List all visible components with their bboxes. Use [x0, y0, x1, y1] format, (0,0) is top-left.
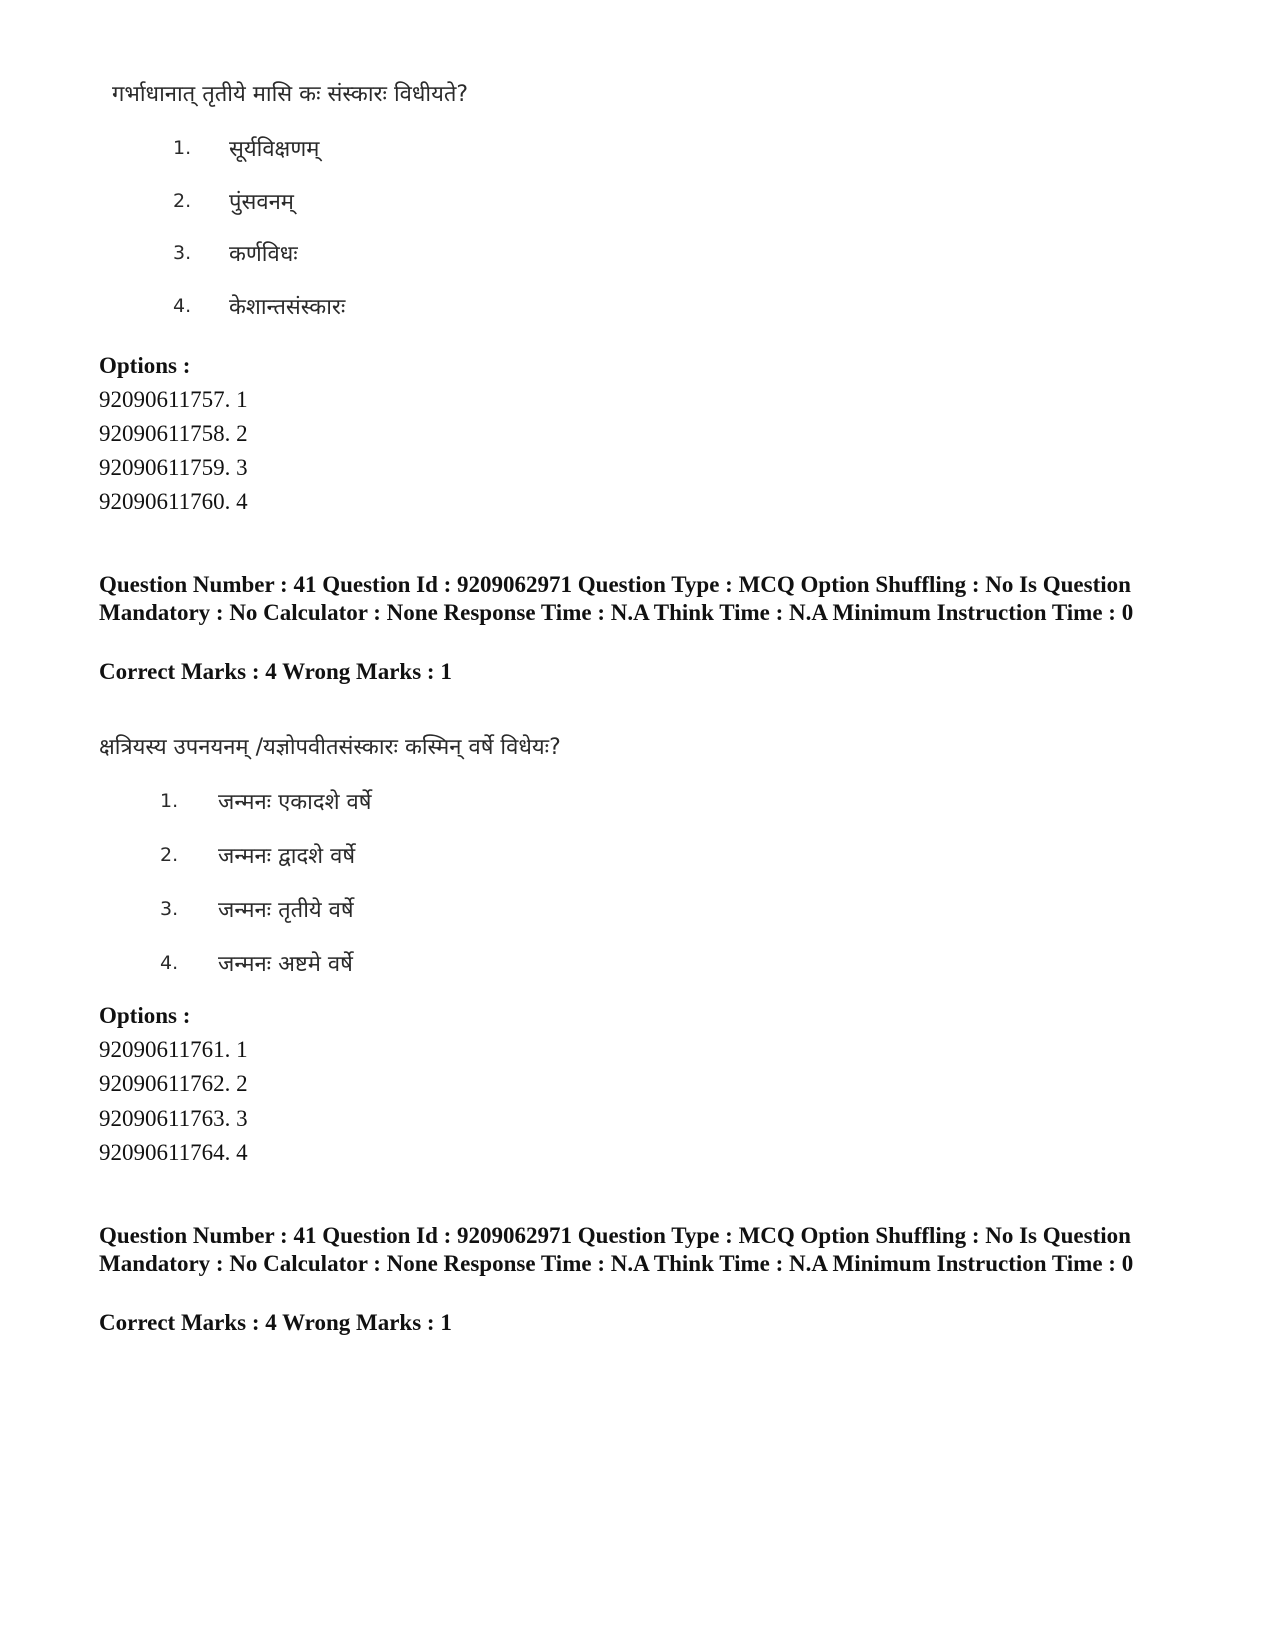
question-meta: Question Number : 41 Question Id : 9209062971 Question Type : MCQ Option Shuffling : No Is Question Mandatory : No Calculator : None Response Time : N.A Think Time : N.A Minimum Instruction Time : 0: [99, 572, 1134, 625]
choice-text: जन्मनः अष्टमे वर्षे: [218, 952, 353, 977]
option-id-line: 92090611760. 4: [99, 489, 248, 514]
option-id-line: 92090611763. 3: [99, 1106, 248, 1131]
choice-number: 2.: [173, 190, 192, 212]
choice-number: 2.: [160, 844, 179, 866]
choice-text: सूर्यविक्षणम्: [229, 137, 320, 162]
marks-line: Correct Marks : 4 Wrong Marks : 1: [99, 659, 452, 684]
choice-number: 3.: [160, 898, 179, 920]
choice-text: पुंसवनम्: [229, 190, 294, 215]
question-text: गर्भाधानात् तृतीये मासि कः संस्कारः विधीयते?: [112, 82, 469, 107]
choice-number: 3.: [173, 242, 192, 264]
choice-text: जन्मनः एकादशे वर्षे: [218, 790, 372, 815]
option-id-line: 92090611764. 4: [99, 1140, 248, 1165]
choice-number: 1.: [173, 137, 192, 159]
option-id-line: 92090611757. 1: [99, 387, 248, 412]
marks-line: Correct Marks : 4 Wrong Marks : 1: [99, 1310, 452, 1335]
option-id-line: 92090611759. 3: [99, 455, 248, 480]
choice-text: कर्णविधः: [229, 242, 298, 267]
choice-number: 1.: [160, 790, 179, 812]
choice-number: 4.: [173, 295, 192, 317]
question-text: क्षत्रियस्य उपनयनम् /यज्ञोपवीतसंस्कारः कस्मिन् वर्षे विधेयः?: [99, 735, 561, 760]
options-heading: Options :: [99, 1003, 191, 1028]
question-meta: Question Number : 41 Question Id : 9209062971 Question Type : MCQ Option Shuffling : No Is Question Mandatory : No Calculator : None Response Time : N.A Think Time : N.A Minimum Instruction Time : 0: [99, 1223, 1134, 1276]
option-id-line: 92090611762. 2: [99, 1071, 248, 1096]
option-id-line: 92090611761. 1: [99, 1037, 248, 1062]
choice-text: केशान्तसंस्कारः: [229, 295, 346, 320]
choice-text: जन्मनः तृतीये वर्षे: [218, 898, 354, 923]
option-id-line: 92090611758. 2: [99, 421, 248, 446]
choice-text: जन्मनः द्वादशे वर्षे: [218, 844, 356, 869]
options-heading: Options :: [99, 353, 191, 378]
choice-number: 4.: [160, 952, 179, 974]
